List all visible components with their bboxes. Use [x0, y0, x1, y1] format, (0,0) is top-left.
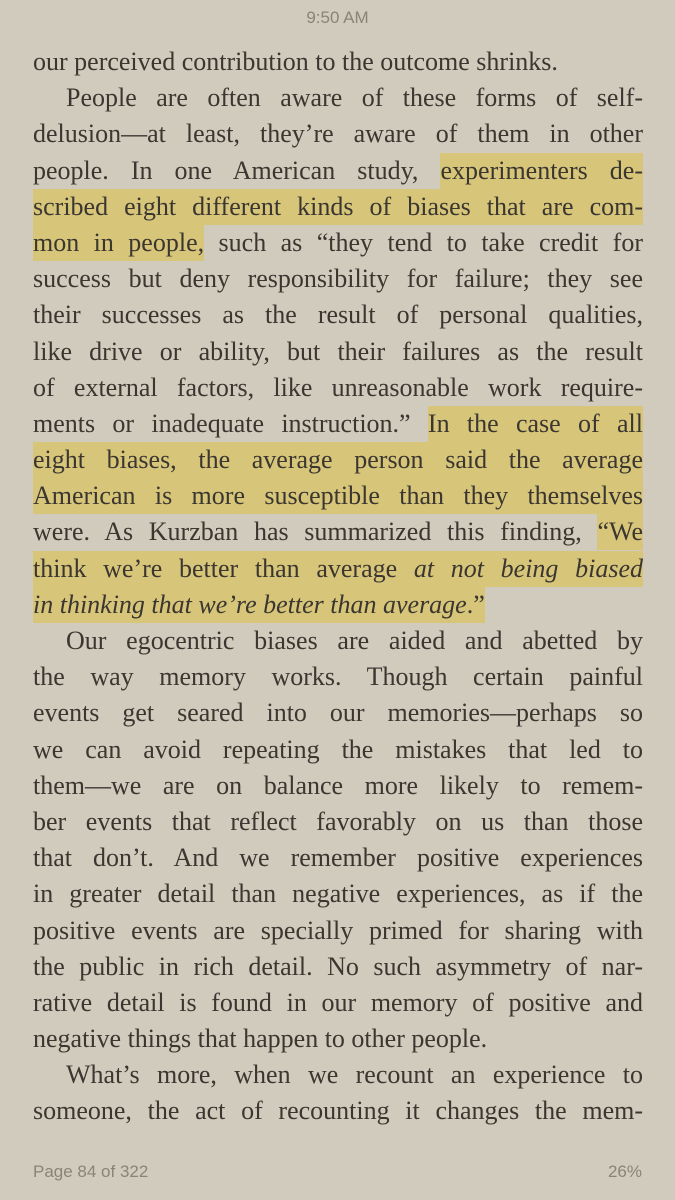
text-segment: positive events are specially primed for sharing with [33, 915, 643, 945]
highlighted-text: mon in people, [33, 225, 204, 261]
text-segment: ber events that reflect favorably on us than those [33, 806, 643, 836]
text-line [33, 840, 643, 876]
text-line [33, 297, 643, 333]
text-segment: People are often aware of these forms of self- [66, 83, 643, 113]
highlighted-text: think we’re better than average [33, 551, 414, 587]
text-segment: in greater detail than negative experiences, as if the [33, 879, 643, 909]
text-line [33, 913, 643, 949]
text-line [33, 80, 643, 116]
text-line [33, 1021, 643, 1057]
text-segment: we can avoid repeating the mistakes that led to [33, 734, 643, 764]
text-line [33, 370, 643, 406]
text-line [33, 478, 643, 514]
text-line [33, 768, 643, 804]
reading-progress-percent: 26% [607, 1162, 642, 1181]
text-segment: the way memory works. Though certain painful [33, 662, 643, 692]
text-segment: events get seared into our memories—perhaps so [33, 698, 643, 728]
highlighted-text: .” [467, 587, 485, 623]
text-line [33, 551, 643, 587]
text-line [33, 804, 643, 840]
text-line [33, 406, 643, 442]
text-segment: them—we are on balance more likely to remem- [33, 770, 643, 800]
text-line [33, 44, 643, 80]
text-line [33, 623, 643, 659]
text-line [33, 985, 643, 1021]
text-segment: that don’t. And we remember positive experiences [33, 843, 643, 873]
text-segment: rative detail is found in our memory of positive and [33, 987, 643, 1017]
text-line [33, 261, 643, 297]
text-line [33, 116, 643, 152]
text-segment: delusion—at least, they’re aware of them in other [33, 119, 643, 149]
text-segment: people. In one American study, [33, 155, 441, 185]
highlighted-text: American is more susceptible than they themselves [33, 478, 643, 514]
text-segment: ments or inadequate instruction.” [33, 408, 428, 438]
text-segment: our perceived contribution to the outcome shrinks. [33, 47, 558, 76]
text-line [33, 1093, 643, 1129]
text-line [33, 732, 643, 768]
highlighted-text: In the case of all [428, 406, 643, 442]
text-line [33, 225, 643, 261]
status-bar-time: 9:50 AM [306, 8, 369, 27]
text-segment: What’s more, when we recount an experience to [66, 1060, 643, 1090]
text-segment: were. As Kurzban has summarized this finding, [33, 517, 598, 547]
text-line [33, 189, 643, 225]
text-segment: such as “they tend to take credit for [204, 227, 643, 257]
text-segment: their successes as the result of personal qualities, [33, 300, 643, 330]
highlighted-text: in thinking that we’re better than average [33, 587, 467, 623]
text-segment: success but deny responsibility for failure; they see [33, 264, 643, 294]
text-line [33, 1057, 643, 1093]
text-line [33, 587, 643, 623]
highlighted-text: scribed eight different kinds of biases that are com- [33, 189, 643, 225]
text-line [33, 514, 643, 550]
text-segment: like drive or ability, but their failures as the result [33, 336, 643, 366]
text-line [33, 442, 643, 478]
highlighted-text: at not being biased [414, 551, 643, 587]
text-line [33, 334, 643, 370]
text-segment: of external factors, like unreasonable work require- [33, 372, 643, 402]
text-line [33, 949, 643, 985]
book-page-text[interactable] [33, 44, 643, 1130]
text-line [33, 695, 643, 731]
text-line [33, 876, 643, 912]
text-line [33, 153, 643, 189]
text-segment: negative things that happen to other people. [33, 1024, 488, 1054]
text-segment: the public in rich detail. No such asymmetry of nar- [33, 951, 643, 981]
highlighted-text: “We [597, 514, 643, 550]
highlighted-text: eight biases, the average person said the average [33, 442, 643, 478]
text-segment: someone, the act of recounting it changes the mem- [33, 1096, 643, 1126]
text-line [33, 659, 643, 695]
highlighted-text: experimenters de- [440, 153, 643, 189]
page-number-label: Page 84 of 322 [33, 1162, 149, 1181]
text-segment: Our egocentric biases are aided and abetted by [66, 626, 643, 655]
